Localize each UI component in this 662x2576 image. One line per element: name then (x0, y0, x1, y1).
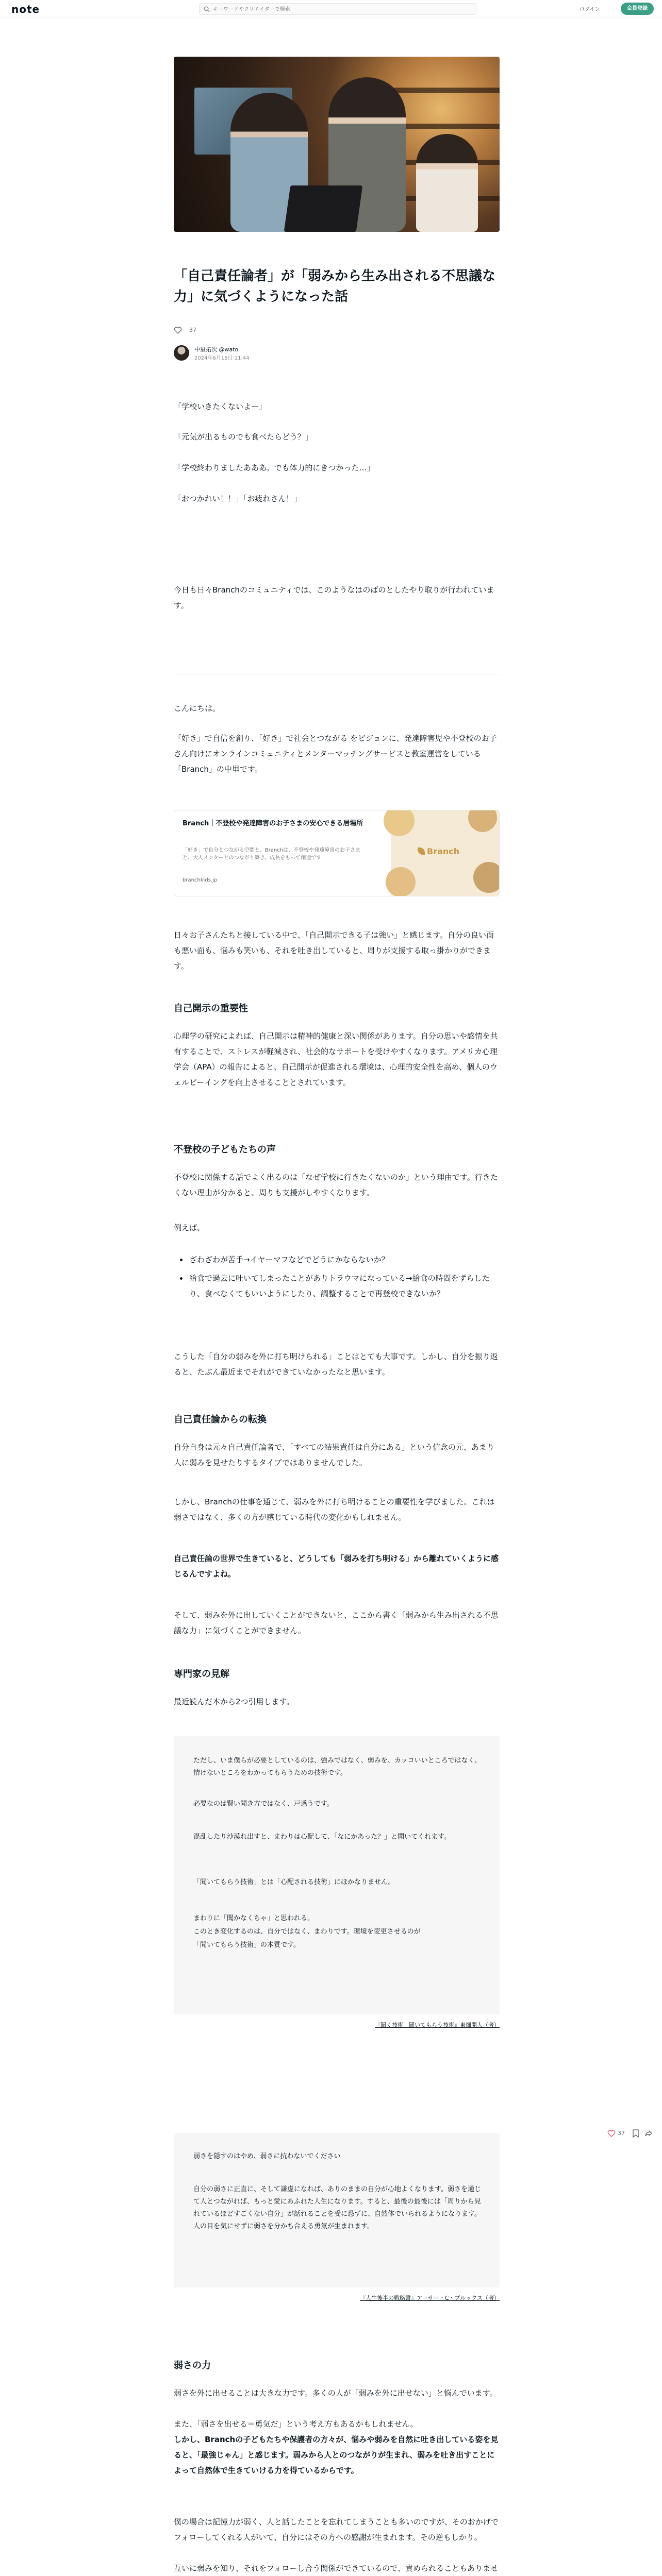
bullet-list (174, 1252, 500, 1301)
heading-weak: 弱さの力 (174, 2360, 211, 2371)
heading-expert: 専門家の見解 (174, 1669, 229, 1680)
link-card-thumbnail (391, 810, 500, 896)
paragraph: また、「弱さを出せる＝勇気だ」という考え方もあるかもしれません。 (174, 2419, 418, 2429)
intro-line: 「学校いきたくないよー」 (174, 402, 267, 411)
paragraph: 互いに弱みを知り、それをフォローし合う関係ができているので、責められることもありませ (174, 2564, 498, 2573)
floating-actions (607, 2128, 659, 2140)
article-title: 「自己責任論者」が「弱みから生み出される不思議な力」に気づくようになった話 (174, 268, 496, 304)
list-item: 給食で過去に吐いてしまったことがありトラウマになっている→給食の時間をずらしたり、食べなくてもいいようにしたり、調整することで再登校できないか？ (174, 1270, 500, 1301)
author-avatar[interactable] (174, 345, 189, 361)
heading-transform: 自己責任論からの転換 (174, 1414, 267, 1425)
paragraph: 僕の場合は記憶力が弱く、人と話したことを忘れてしまうことも多いのですが、そのおかげでフォローしてくれる人がいて、自分にはその方への感謝が生まれます。その逆もしかり。 (174, 2517, 499, 2542)
paragraph: 心理学の研究によれば、自己開示は精神的健康と深い関係があります。自分の思いや感情を共有することで、ストレスが軽減され、社会的なサポートを受けやすくなります。アメリカ心理学会（APA）の報告によると、自己開示が促進される環境は、心理的安全性を高め、個人のウェルビーイングを向上させることとされています。 (174, 1031, 498, 1087)
author-name[interactable]: 中里拓次 @wato (194, 346, 239, 353)
search-box[interactable] (199, 3, 476, 15)
paragraph: 最近読んだ本から2つ引用します。 (174, 1697, 294, 1706)
paragraph: そして、弱みを外に出していくことができないと、ここから書く「弱みから生み出される不思議な力」に気づくことができません。 (174, 1611, 499, 1635)
heart-icon[interactable] (174, 326, 182, 334)
quote-block (174, 1736, 500, 2014)
note-logo[interactable]: note (11, 3, 40, 15)
link-card-title[interactable]: Branch｜不登校や発達障害のお子さまの安心できる居場所 (183, 820, 363, 827)
quote-line: 「聞いてもらう技術」とは「心配される技術」にほかなりません。 (193, 1878, 395, 1886)
paragraph: 不登校に関係する話でよく出るのは「なぜ学校に行きたくないのか」という理由です。行きたくない理由が分かると、周りも支援がしやすくなります。 (174, 1173, 498, 1197)
quote-line: このとき変化するのは、自分ではなく、まわりです。環境を変更させるのが (193, 1928, 421, 1936)
intro-line: 「元気が出るものでも食べたらどう？」 (174, 432, 313, 442)
quote-citation[interactable]: 『聞く技術 聞いてもらう技術』東畑開人（著） (375, 2022, 500, 2028)
quote-line: ただし、いま僕らが必要としているのは、強みではなく、弱みを、カッコいいところではなく、情けないところをわかってもらうための技術です。 (193, 1757, 482, 1777)
greeting: こんにちは。 (174, 704, 221, 713)
paragraph: 自分自身は元々自己責任論者で、「すべての結果責任は自分にある」という信念の元、あまり人に弱みを見せたりするタイプではありませんでした。 (174, 1443, 494, 1467)
heart-icon[interactable] (607, 2130, 616, 2137)
search-icon (204, 6, 210, 12)
quote-line: 混乱したり沙漠れ出すと、まわりは心配して、「なにかあった？」と聞いてくれます。 (193, 1833, 451, 1841)
link-card-description: 「好き」で自分とつながる空間と、Branchは、不登校や発達障害のお子さまと、大人メンターとのつながり築き、成長をもって創造です (183, 848, 361, 861)
quote-line: 弱さを隠すのはやめ、弱さに抗わないでください (193, 2153, 341, 2160)
bookmark-icon[interactable] (632, 2129, 639, 2138)
link-card-brand: Branch (427, 846, 460, 856)
publish-date: 2024年6月15日 11:44 (194, 355, 250, 361)
quote-line: まわりに「聞かなくちゃ」と思われる。 (193, 1914, 315, 1922)
search-input[interactable] (213, 5, 471, 13)
paragraph: こうした「自分の弱みを外に打ち明けられる」ことはとても大事です。しかし、自分を振り返ると、たぶん最近までそれができていなかったなと思います。 (174, 1352, 498, 1377)
link-card-domain: branchkids.jp (183, 877, 218, 883)
signup-button[interactable]: 会員登録 (621, 3, 654, 15)
paragraph: 自己責任論の世界で生きていると、どうしても「弱みを打ち明ける」から離れていくように感じるんですよね。 (174, 1554, 499, 1579)
paragraph: 日々お子さんたちと接している中で、「自己開示できる子は強い」と感じます。自分の良い面も悪い面も、悩みも笑いも、それを吐き出していると、周りが支援する取っ掛かりができます。 (174, 930, 494, 971)
author-row[interactable] (174, 344, 380, 362)
site-header (0, 0, 662, 18)
hero-image (174, 57, 500, 232)
like-count: 37 (189, 327, 196, 333)
link-card[interactable] (174, 810, 500, 896)
for-example: 例えば、 (174, 1223, 205, 1232)
intro-summary: 今日も日々Branchのコミュニティでは、このようなはのばのとしたやり取りが行われています。 (174, 585, 494, 610)
quote-line: 必要なのは賢い聞き方ではなく、戸惑うです。 (193, 1800, 334, 1808)
login-link[interactable]: ログイン (580, 7, 600, 12)
quote-line: 「聞いてもらう技術」の本質です。 (193, 1941, 300, 1949)
list-item: ざわざわが苦手→イヤーマフなどでどうにかならないか？ (174, 1252, 500, 1267)
share-arrow-icon[interactable] (644, 2129, 653, 2138)
heading-disclosure: 自己開示の重要性 (174, 1003, 248, 1014)
quote-block (174, 2133, 500, 2287)
branch-leaf-icon (418, 848, 425, 855)
paragraph: しかし、Branchの仕事を通じて、弱みを外に打ち明けることの重要性を学びました。これは弱さではなく、多くの方が感じている時代の変化かもしれません。 (174, 1497, 495, 1522)
paragraph: 弱さを外に出せることは大きな力です。多くの人が「弱みを外に出せない」と悩んでいます。 (174, 2388, 498, 2398)
about-paragraph: 「好き」で自信を創り、「好き」で社会とつながる をビジョンに、発達障害児や不登校のお子さん向けにオンラインコミュニティとメンターマッチングサービスと教室運営をしている「Branch」の中里です。 (174, 734, 497, 774)
intro-line: 「おつかれい！！」「お疲れさん！」 (174, 494, 302, 503)
heading-voice: 不登校の子どもたちの声 (174, 1144, 276, 1155)
paragraph: しかし、Branchの子どもたちや保護者の方々が、悩みや弱みを自然に吐き出している姿を見ると、「最強じゃん」と感じます。弱みから人とのつながりが生まれ、弱みを吐き出すことによって自然体で生きていける力を得ているからです。 (174, 2435, 499, 2475)
quote-line: 自分の弱さに正直に、そして謙虚になれば、ありのままの自分が心地よくなります。弱さを通じて人とつながれば、もっと愛にあふれた人生になります。すると、最後の最後には「周りから見れているほどすごくない自分」が話れることを受に恐ずに、自然体でいられるようになります。人の目を気にせずに弱さを分かち合える勇気が生まれます。 (193, 2185, 481, 2230)
like-count: 37 (618, 2130, 625, 2137)
intro-line: 「学校終わりましたあああ。でも体力的にきつかった…」 (174, 463, 375, 472)
quote-citation[interactable]: 『人生後半の戦略書』アーサー・C・ブルックス（著） (360, 2295, 500, 2301)
